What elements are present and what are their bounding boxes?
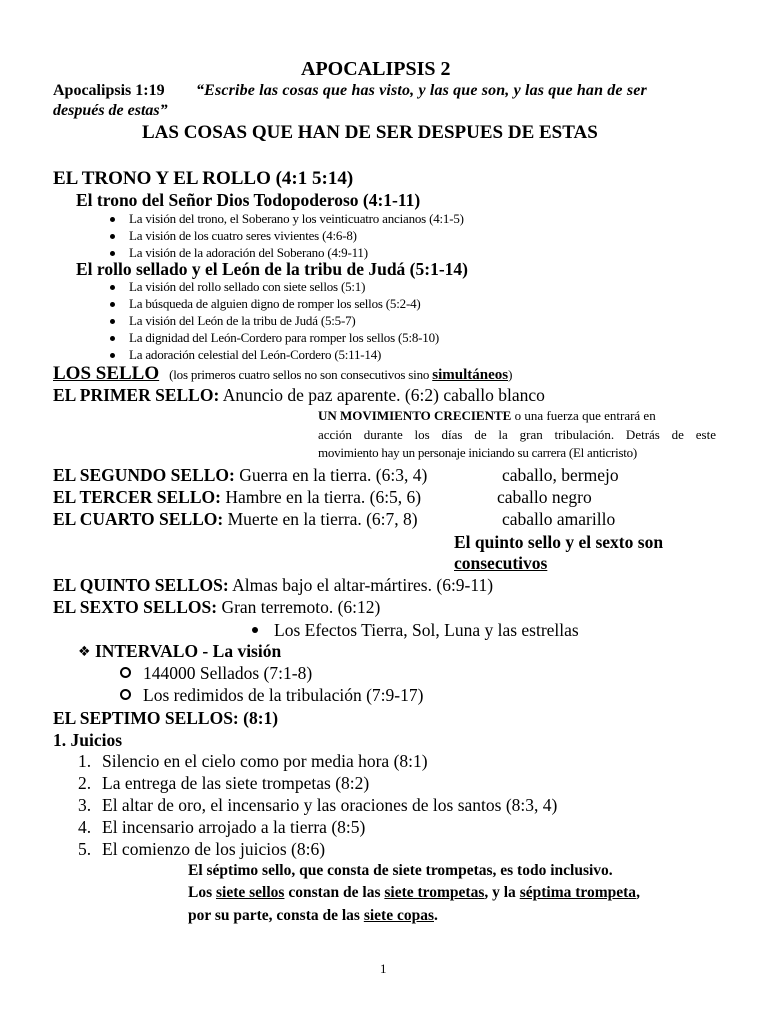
diamond-bullet-icon: ❖ [78,644,91,660]
circle-bullet-icon [120,667,131,678]
page-subtitle: LAS COSAS QUE HAN DE SER DESPUES DE ESTAS [142,122,598,143]
seal-second: EL SEGUNDO SELLO: Guerra en la tierra. (6:3, 4) [53,465,428,485]
sellos-note-emph: simultáneos [432,367,509,383]
list-item: 5. El comienzo de los juicios (8:6) [78,839,326,859]
consecutive-note: El quinto sello y el sexto son [454,532,664,552]
page-number: 1 [380,961,387,976]
list-item: Los redimidos de la tribulación (7:9-17) [120,685,423,706]
page-title: APOCALIPSIS 2 [301,58,451,80]
verse-quote-line1: “Escribe las cosas que has visto, y las que son, y las que han de ser [196,82,647,99]
circle-bullet-icon [120,689,131,700]
sellos-note-end: ) [508,367,513,382]
list-item: 3. El altar de oro, el incensario y las oraciones de los santos (8:3, 4) [78,795,558,815]
bullet-icon [110,353,115,358]
seal-seventh: EL SEPTIMO SELLOS: (8:1) [53,708,279,728]
seal-fifth: EL QUINTO SELLOS: Almas bajo el altar-mártires. (6:9-11) [53,575,494,595]
bullet-icon [110,285,115,290]
seal-fourth: EL CUARTO SELLO: Muerte en la tierra. (6:7, 8) [53,509,418,529]
horse-third: caballo negro [497,487,592,507]
list-item: La visión de los cuatro seres vivientes (4:6-8) [110,228,357,244]
list-item: 1. Silencio en el cielo como por media hora (8:1) [78,751,428,771]
movement-note: UN MOVIMIENTO CRECIENTE o una fuerza que entrará en acción durante los días de la gran tribulación. Detrás de este movimiento hay un personaje iniciando su carrera (El anticristo) [318,408,716,460]
sellos-heading: LOS SELLO [53,363,160,384]
seal-label: EL PRIMER SELLO: [53,385,220,405]
juicios-heading: 1. Juicios [53,730,123,750]
list-item: 2. La entrega de las siete trompetas (8:2) [78,773,370,793]
closing-line1: El séptimo sello, que consta de siete trompetas, es todo inclusivo. [188,862,613,879]
intervalo-line: ❖ INTERVALO - La visión [78,641,282,661]
closing-line2: Los siete sellos constan de las siete trompetas, y la séptima trompeta, [188,884,640,901]
verse-quote-line2: después de estas” [53,102,168,119]
consecutive-note-emph: consecutivos [454,553,548,573]
bullet-icon [110,336,115,341]
bullet-icon [110,319,115,324]
bullet-icon [110,302,115,307]
list-item: La búsqueda de alguien digno de romper los sellos (5:2-4) [110,296,421,312]
bullet-icon [252,627,258,633]
verse-reference [53,82,165,100]
list-item: La visión de la adoración del Soberano (4:9-11) [110,245,368,261]
list-item: La visión del León de la tribu de Judá (5:5-7) [110,313,356,329]
list-item: La dignidad del León-Cordero para romper los sellos (5:8-10) [110,330,439,346]
seal-text: Anuncio de paz aparente. (6:2) caballo blanco [222,385,545,405]
list-item: 144000 Sellados (7:1-8) [120,663,312,684]
list-item: 4. El incensario arrojado a la tierra (8:5) [78,817,366,837]
list-item: Los Efectos Tierra, Sol, Luna y las estrellas [252,620,579,641]
subheading-trono: El trono del Señor Dios Todopoderoso (4:1-11) [76,190,421,210]
movement-emph: UN MOVIMIENTO CRECIENTE [318,408,512,423]
bullet-icon [110,234,115,239]
seal-third: EL TERCER SELLO: Hambre en la tierra. (6:5, 6) [53,487,422,507]
list-item: La visión del trono, el Soberano y los veinticuatro ancianos (4:1-5) [110,211,464,227]
list-item: La visión del rollo sellado con siete sellos (5:1) [110,279,365,295]
sellos-note: (los primeros cuatro sellos no son consecutivos sino [169,367,433,382]
seal-sixth: EL SEXTO SELLOS: Gran terremoto. (6:12) [53,597,381,617]
horse-second: caballo, bermejo [502,465,619,485]
sellos-heading-line [53,363,512,385]
seal-first [53,385,545,406]
bullet-icon [110,217,115,222]
horse-fourth: caballo amarillo [502,509,616,529]
subheading-rollo: El rollo sellado y el León de la tribu de Judá (5:1-14) [76,259,468,279]
verse-ref: Apocalipsis 1:19 [53,82,165,99]
bullet-icon [110,251,115,256]
list-item: La adoración celestial del León-Cordero (5:11-14) [110,347,381,363]
closing-line3: por su parte, consta de las siete copas. [188,907,438,924]
section-heading-trono: EL TRONO Y EL ROLLO (4:1 5:14) [53,168,354,189]
